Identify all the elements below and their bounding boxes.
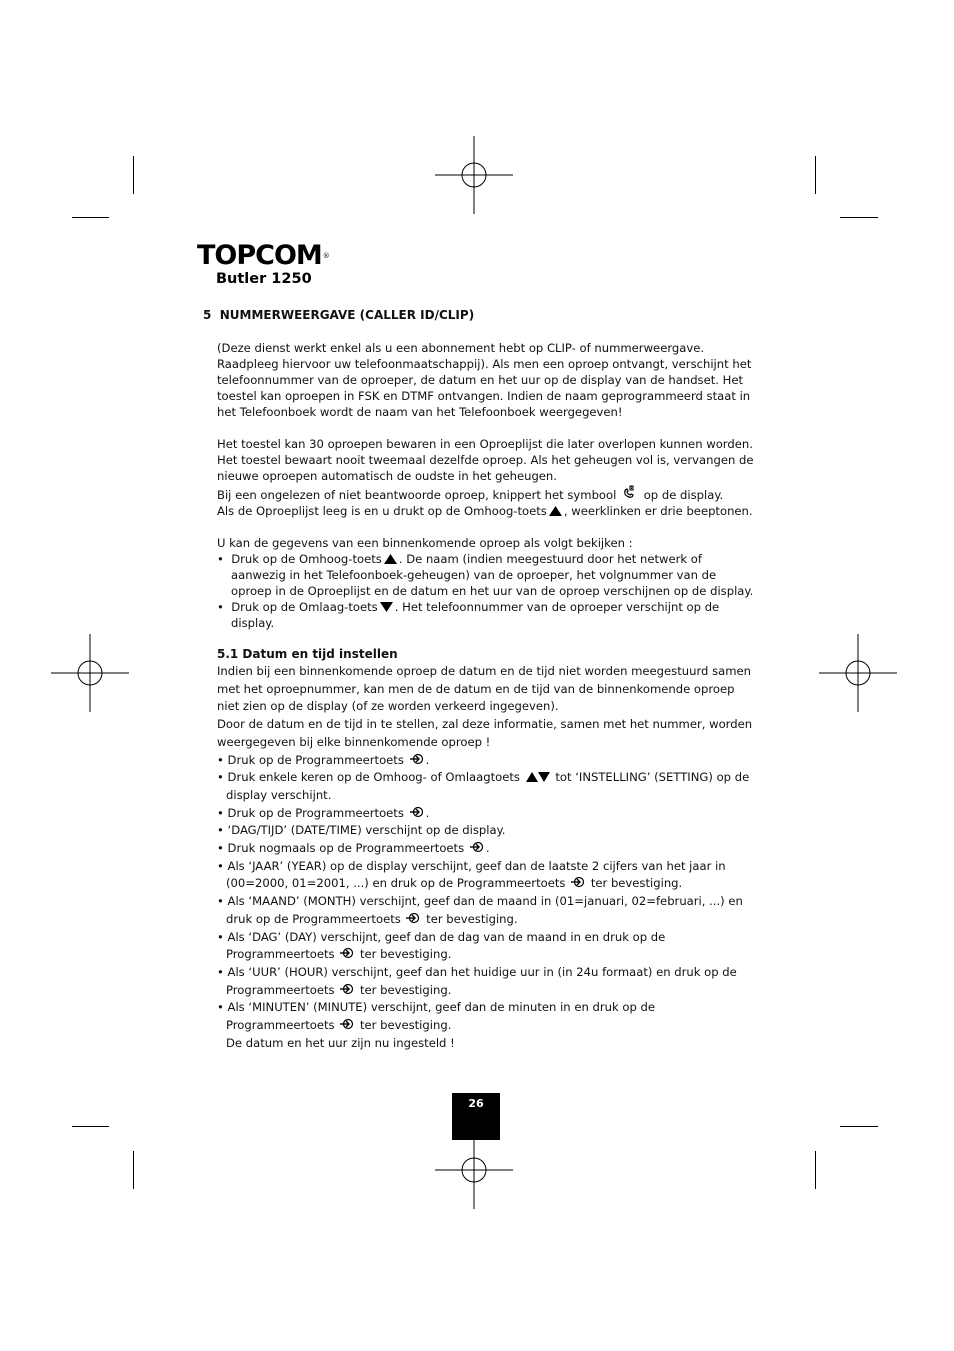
subsection-paragraph: Door de datum en de tijd in te stellen, zal deze informatie, samen met het nummer, worden weergegeven bij elke binnenkomende oproep ! [217, 717, 753, 749]
registration-mark [819, 634, 897, 712]
list-item: • Als ‘MINUTEN’ (MINUTE) verschijnt, geef dan de minuten in en druk op de Programmeertoets ter bevestiging. [217, 1000, 655, 1033]
list-item: • Druk nogmaals op de Programmeertoets . [217, 841, 490, 856]
list-item: • Als ‘UUR’ (HOUR) verschijnt, geef dan het huidige uur in (in 24u formaat) en druk op de Programmeertoets ter bevestiging. [217, 964, 737, 997]
registration-mark [51, 634, 129, 712]
crop-mark [133, 1151, 134, 1189]
crop-mark [840, 1126, 878, 1127]
crop-mark [72, 217, 109, 218]
program-key-icon [571, 876, 585, 888]
list-item: • Druk op de Programmeertoets . [217, 805, 430, 820]
up-arrow-key-icon [526, 772, 538, 782]
down-arrow-key-icon [538, 772, 550, 782]
up-arrow-key-icon [549, 506, 562, 516]
paragraph-view-intro: U kan de gegevens van een binnenkomende oproep als volgt bekijken : [217, 536, 633, 550]
crop-mark [72, 1126, 109, 1127]
paragraph-memory: Het toestel kan 30 oproepen bewaren in een Oproeplijst die later overlopen kunnen worden. Het toestel bewaart nooit tweemaal dezelfde oproep. Als het geheugen vol is, vervangen de nieuwe oproepen automatisch de oudste in het geheugen. [217, 437, 754, 483]
paragraph-missed-call: Bij een ongelezen of niet beantwoorde oproep, knippert het symbool op de display. [217, 484, 757, 503]
subsection-heading: 5.1 Datum en tijd instellen [217, 647, 398, 661]
up-arrow-key-icon [384, 554, 397, 564]
list-item: • Als ‘JAAR’ (YEAR) op de display verschijnt, geef dan de laatste 2 cijfers van het jaar in (00=2000, 01=2001, ...) en druk op de Programmeertoets ter bevestiging. [217, 858, 726, 891]
program-key-icon [406, 912, 420, 924]
list-item: • Druk op de Omlaag-toets . Het telefoonnummer van de oproeper verschijnt op de display. [217, 600, 720, 630]
program-key-icon [410, 753, 424, 765]
model-name: Butler 1250 [216, 271, 312, 287]
missed-call-icon [622, 484, 638, 500]
section-heading: 5 NUMMERWEERGAVE (CALLER ID/CLIP) [203, 308, 475, 322]
crop-mark [815, 1151, 816, 1189]
subsection-body [217, 663, 757, 1052]
crop-mark [840, 217, 878, 218]
list-item: • Druk op de Omhoog-toets . De naam (indien meegestuurd door het netwerk of aanwezig in het Telefoonboek-geheugen) van de oproeper, het volgnummer van de oproep in de Oproeplijst en de datum en het uur van de oproep verschijnen op de display. [217, 552, 754, 598]
page-number: 26 [468, 1097, 484, 1110]
crop-mark [815, 156, 816, 194]
program-key-icon [410, 806, 424, 818]
page-body [217, 300, 757, 1052]
registration-mark [435, 136, 513, 214]
intro-paragraph: (Deze dienst werkt enkel als u een abonnement hebt op CLIP- of nummerweergave. Raadpleeg hiervoor uw telefoonmaatschappij). Als men een oproep ontvangt, verschijnt het telefoonnummer van de oproeper, de datum en het uur op de display van de handset. Het toestel kan oproepen in FSK en DTMF ontvangen. Indien de naam geprogrammeerd staat in het Telefoonboek wordt de naam van het Telefoonboek weergegeven! [217, 341, 752, 419]
topcom-logo: TOPCOM® [197, 240, 329, 271]
list-item: • Druk op de Programmeertoets . [217, 752, 430, 767]
program-key-icon [340, 947, 354, 959]
program-key-icon [470, 841, 484, 853]
brand-header [197, 242, 329, 288]
list-item: • Als ‘MAAND’ (MONTH) verschijnt, geef dan de maand in (01=januari, 02=februari, ...) en druk op de Programmeertoets ter bevestiging. [217, 894, 743, 926]
registration-mark [435, 1131, 513, 1209]
closing-note: De datum en het uur zijn nu ingesteld ! [226, 1035, 455, 1050]
program-key-icon [340, 983, 354, 995]
crop-mark [133, 156, 134, 194]
subsection-paragraph: Indien bij een binnenkomende oproep de datum en de tijd niet worden meegestuurd samen met het oproepnummer, kan men de de datum en de tijd van de binnenkomende oproep niet zien op de display (of ze worden verkeerd ingegeven). [217, 664, 751, 714]
list-item: • Druk enkele keren op de Omhoog- of Omlaagtoets tot ‘INSTELLING’ (SETTING) op de display verschijnt. [217, 770, 750, 802]
program-key-icon [340, 1018, 354, 1030]
list-item: • ‘DAG/TIJD’ (DATE/TIME) verschijnt op de display. [217, 823, 506, 838]
down-arrow-key-icon [380, 602, 393, 612]
page-number-box [452, 1093, 500, 1140]
list-item: • Als ‘DAG’ (DAY) verschijnt, geef dan de dag van de maand in en druk op de Programmeertoets ter bevestiging. [217, 929, 666, 962]
paragraph-empty-list: Als de Oproeplijst leeg is en u drukt op de Omhoog-toets , weerklinken er drie beeptonen. [217, 504, 753, 518]
